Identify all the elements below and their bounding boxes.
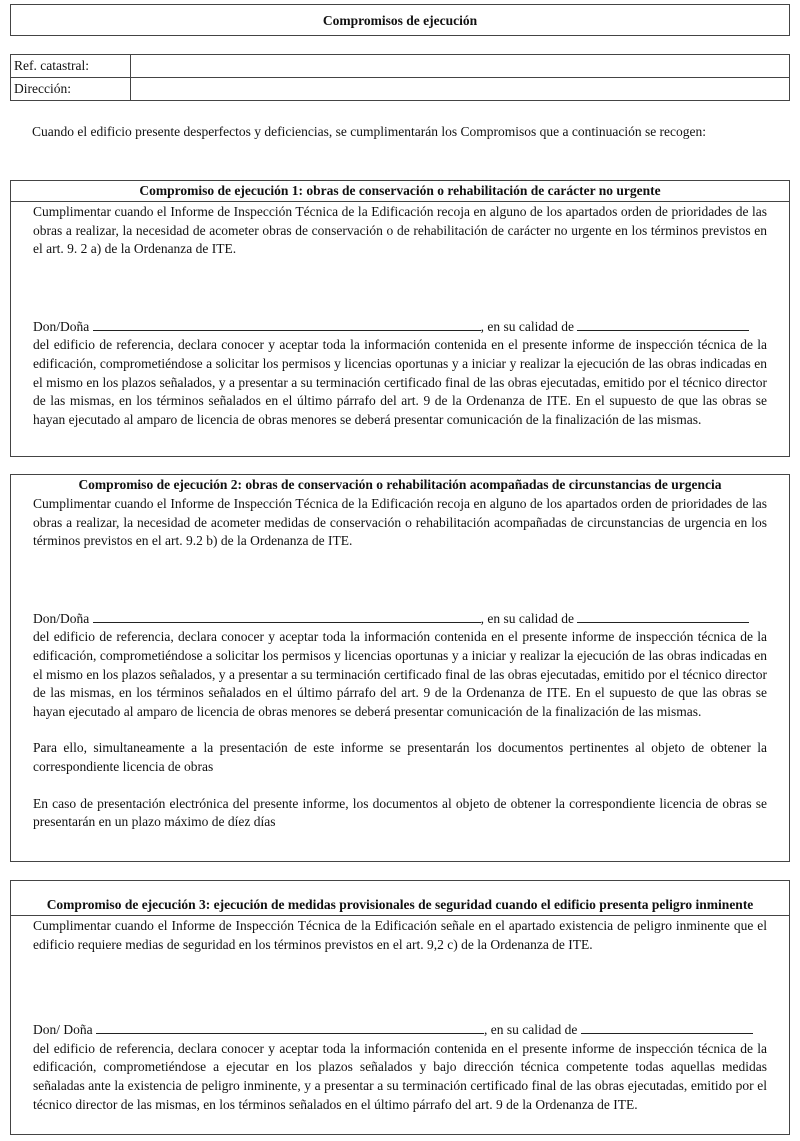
table-row xyxy=(11,78,790,101)
capacity-field[interactable] xyxy=(581,1020,753,1034)
capacity-field[interactable] xyxy=(577,317,749,331)
declaration-text: del edificio de referencia, declara conocer y aceptar toda la información contenida en el presente informe de inspección técnica de la edificación, comprometiéndose a solicitar los permisos y licencias oportunas y a iniciar y realizar la ejecución de las obras indicadas en el mismo en los plazos señalados, y a presentar a su terminación certificado final de las obras ejecutadas, emitido por el técnico director de las mismas, en los términos señalados en el último párrafo del art. 9 de la Ordenanza de ITE. En el supuesto de que las obras se hayan ejecutado al amparo de licencia de obras menores se deberá presentar comunicación de la finalización de las mismas. xyxy=(33,337,767,427)
calidad-label: , en su calidad de xyxy=(484,1022,578,1038)
commitment-section-1 xyxy=(10,180,790,457)
section-heading: Compromiso de ejecución 1: obras de conservación o rehabilitación de carácter no urgente xyxy=(11,181,789,202)
ref-catastral-field[interactable] xyxy=(131,55,790,78)
don-label: Don/Doña xyxy=(33,318,90,334)
don-label: Don/ Doña xyxy=(33,1022,93,1038)
table-row xyxy=(11,55,790,78)
commitment-section-3 xyxy=(10,880,790,1135)
section-body xyxy=(11,202,789,429)
page-title: Compromisos de ejecución xyxy=(10,4,790,36)
instructions-text: Cumplimentar cuando el Informe de Inspección Técnica de la Edificación recoja en alguno de los apartados orden de prioridades de las obras a realizar, la necesidad de acometer medidas de conservación o rehabilitación acompañadas de circunstancias de urgencia en los términos previstos en el art. 9.2 b) de la Ordenanza de ITE. xyxy=(33,496,767,549)
capacity-field[interactable] xyxy=(577,609,749,623)
commitment-section-2 xyxy=(10,474,790,862)
calidad-label: , en su calidad de xyxy=(480,610,574,626)
section-body xyxy=(11,495,789,832)
ref-catastral-label: Ref. catastral: xyxy=(11,55,131,78)
signer-line xyxy=(33,609,767,629)
calidad-label: , en su calidad de xyxy=(480,318,574,334)
reference-table xyxy=(10,54,790,101)
section-heading: Compromiso de ejecución 3: ejecución de medidas provisionales de seguridad cuando el edificio presenta peligro inminente xyxy=(11,895,789,916)
name-field[interactable] xyxy=(93,609,481,623)
direccion-field[interactable] xyxy=(131,78,790,101)
don-label: Don/Doña xyxy=(33,610,90,626)
electronic-note: En caso de presentación electrónica del presente informe, los documentos al objeto de obtener la correspondiente licencia de obras se presentarán en un plazo máximo de díez días xyxy=(33,795,767,830)
declaration-text: del edificio de referencia, declara conocer y aceptar toda la información contenida en el presente informe de inspección técnica de la edificación, comprometiéndose a ejecutar en los plazos señalados y bajo dirección técnica competente todas aquellas medidas señaladas ante la existencia de peligro inminente, y a presentar a su terminación certificado final de las obras ejecutadas, emitido por el técnico director de las mismas, en los términos señalados en el último párrafo del art. 9 de la Ordenanza de ITE. xyxy=(33,1040,767,1112)
licence-note: Para ello, simultaneamente a la presentación de este informe se presentarán los documentos pertinentes al objeto de obtener la correspondiente licencia de obras xyxy=(33,740,767,774)
name-field[interactable] xyxy=(96,1020,484,1034)
section-body xyxy=(11,916,789,1114)
name-field[interactable] xyxy=(93,317,481,331)
instructions-text: Cumplimentar cuando el Informe de Inspección Técnica de la Edificación recoja en alguno de los apartados orden de prioridades de las obras a realizar, la necesidad de acometer obras de conservación o de rehabilitación de carácter no urgente en los términos previstos en el art. 9. 2 a) de la Ordenanza de ITE. xyxy=(33,204,767,257)
intro-text: Cuando el edificio presente desperfectos y deficiencias, se cumplimentarán los Compromisos que a continuación se recogen: xyxy=(32,124,707,139)
section-heading: Compromiso de ejecución 2: obras de conservación o rehabilitación acompañadas de circunstancias de urgencia xyxy=(78,477,722,492)
signer-line xyxy=(33,1020,767,1040)
signer-line xyxy=(33,317,767,337)
declaration-text: del edificio de referencia, declara conocer y aceptar toda la información contenida en el presente informe de inspección técnica de la edificación, comprometiéndose a solicitar los permisos y licencias oportunas y a iniciar y realizar la ejecución de las obras indicadas en el mismo en los plazos señalados, y a presentar a su terminación certificado final de las obras ejecutadas, emitido por el técnico director de las mismas, en los términos señalados en el último párrafo del art. 9 de la Ordenanza de ITE. En el supuesto de que las obras se hayan ejecutado al amparo de licencia de obras menores se deberá presentar comunicación de la finalización de las mismas. xyxy=(33,629,767,719)
direccion-label: Dirección: xyxy=(11,78,131,101)
instructions-text: Cumplimentar cuando el Informe de Inspección Técnica de la Edificación señale en el apartado existencia de peligro inminente que el edificio requiere medias de seguridad en los términos previstos en el art. 9,2 c) de la Ordenanza de ITE. xyxy=(33,918,767,952)
